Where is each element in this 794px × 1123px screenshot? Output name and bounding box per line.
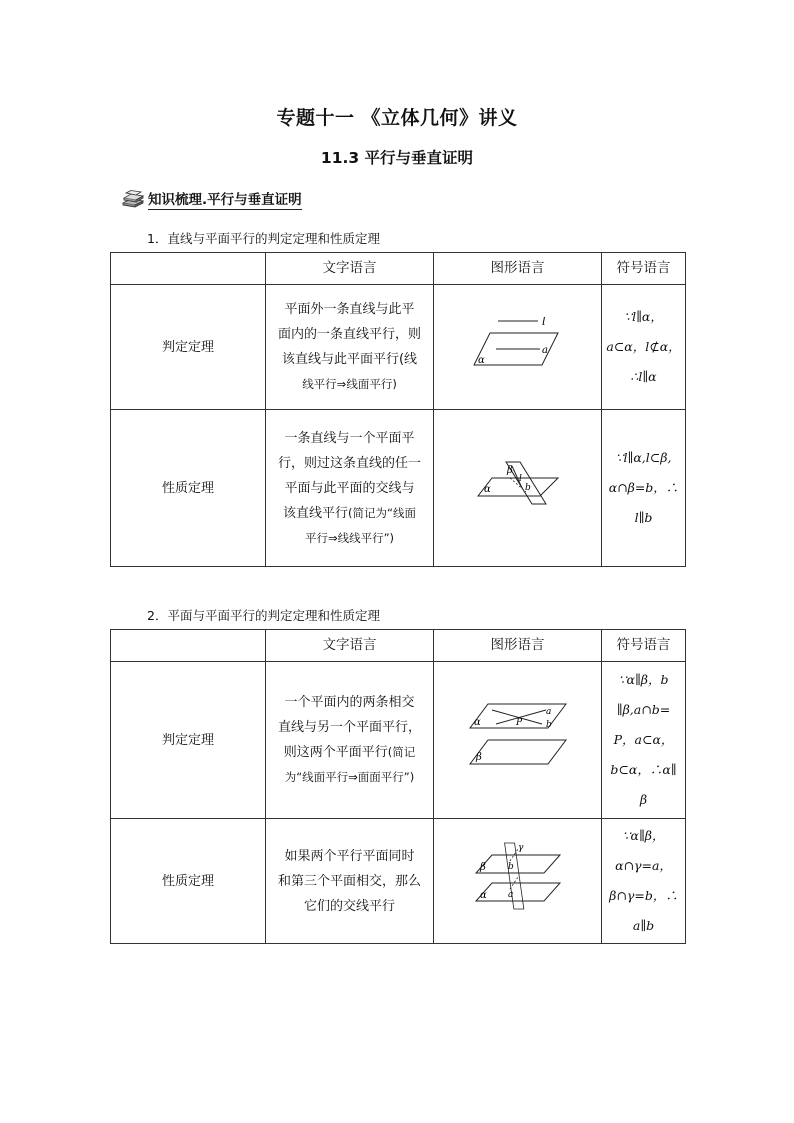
header-cell: 文字语言 bbox=[266, 253, 434, 285]
line-parallel-plane-figure bbox=[472, 317, 564, 369]
figure-label: γ bbox=[517, 842, 523, 853]
page-title: 专题十一 《立体几何》讲义 bbox=[276, 107, 518, 129]
header-cell: 文字语言 bbox=[266, 630, 434, 662]
figure-label: β bbox=[475, 751, 482, 763]
plane-parallel-plane-figure bbox=[468, 700, 568, 772]
figure-label: l bbox=[518, 473, 522, 484]
text-line: 如果两个平行平面同时 bbox=[284, 848, 415, 864]
books-icon bbox=[121, 190, 145, 208]
text-note: (简记为“线面 bbox=[348, 505, 416, 520]
text-note: 线平行⇒线面平行) bbox=[302, 377, 397, 391]
figure-cell bbox=[434, 285, 602, 410]
symbol-cell bbox=[602, 285, 686, 410]
table-header-row bbox=[111, 253, 686, 285]
row-name: 性质定理 bbox=[111, 819, 266, 944]
figure-label: b bbox=[524, 482, 531, 493]
table-row bbox=[111, 285, 686, 410]
header-cell: 符号语言 bbox=[602, 630, 686, 662]
plane-intersection-figure bbox=[476, 458, 560, 510]
text-note: 为“线面平行⇒面面平行”) bbox=[284, 770, 415, 784]
text-description bbox=[266, 285, 434, 410]
figure-cell bbox=[434, 662, 602, 819]
section-banner bbox=[121, 188, 302, 210]
symbol-line: ∵l∥α,l⊂β, bbox=[615, 450, 672, 465]
figure-cell bbox=[434, 410, 602, 567]
text-line: 平面外一条直线与此平 bbox=[284, 302, 415, 317]
text-note: (简记 bbox=[387, 745, 416, 759]
text-line: 和第三个平面相交，那么 bbox=[277, 873, 421, 889]
figure-label: b bbox=[507, 861, 514, 872]
symbol-line: ∵α∥β，b bbox=[618, 672, 669, 687]
symbol-line: α∩γ=a， bbox=[615, 858, 672, 873]
text-line bbox=[272, 501, 427, 526]
text-line: 面内的一条直线平行，则 bbox=[277, 327, 421, 342]
symbol-line: P，a⊂α， bbox=[613, 732, 674, 747]
text-line: 它们的交线平行 bbox=[303, 898, 395, 914]
table-row bbox=[111, 662, 686, 819]
figure-label: P bbox=[515, 717, 522, 728]
figure-label: a bbox=[545, 706, 551, 717]
text-description bbox=[266, 662, 434, 819]
text-line bbox=[272, 740, 427, 765]
table-header-row bbox=[111, 630, 686, 662]
row-name: 判定定理 bbox=[111, 285, 266, 410]
text-description bbox=[266, 819, 434, 944]
figure-label: a bbox=[507, 889, 513, 900]
section-banner-label: 知识梳理.平行与垂直证明 bbox=[148, 188, 302, 210]
figure-label: β bbox=[479, 861, 486, 873]
figure-label: b bbox=[545, 719, 552, 730]
figure-cell bbox=[434, 819, 602, 944]
symbol-line: ∥β,a∩b= bbox=[616, 702, 671, 717]
third-plane-intersection-figure bbox=[474, 839, 562, 915]
symbol-line: ∵l∥α， bbox=[624, 309, 663, 324]
figure-label: β bbox=[506, 464, 513, 476]
symbol-line: l∥b bbox=[634, 510, 653, 525]
symbol-line: α∩β=b，∴ bbox=[608, 480, 679, 495]
text-line: 平面与此平面的交线与 bbox=[284, 480, 415, 496]
symbol-line: ∴l∥α bbox=[630, 369, 657, 384]
figure-label: a bbox=[541, 344, 548, 356]
text-line: 一条直线与一个平面平 bbox=[284, 430, 415, 446]
text-line: 行，则过这条直线的任一 bbox=[277, 455, 421, 471]
symbol-cell bbox=[602, 819, 686, 944]
page-subtitle: 11.3 平行与垂直证明 bbox=[320, 149, 474, 167]
symbol-cell bbox=[602, 662, 686, 819]
symbol-line: ∵α∥β， bbox=[622, 828, 665, 843]
figure-label: l bbox=[541, 316, 546, 328]
row-name: 判定定理 bbox=[111, 662, 266, 819]
section2-heading: 2．平面与平面平行的判定定理和性质定理 bbox=[147, 608, 380, 623]
figure-label: α bbox=[479, 889, 487, 901]
plane-plane-parallel-table bbox=[110, 629, 686, 944]
line-plane-parallel-table bbox=[110, 252, 686, 567]
text-fragment: 则这两个平面平行 bbox=[283, 745, 388, 760]
header-cell: 图形语言 bbox=[434, 630, 602, 662]
figure-label: α bbox=[483, 483, 491, 495]
symbol-line: a⊂α，l⊄α， bbox=[606, 339, 681, 354]
header-cell bbox=[111, 630, 266, 662]
table-row bbox=[111, 410, 686, 567]
figure-label: α bbox=[473, 716, 481, 728]
table-row bbox=[111, 819, 686, 944]
symbol-cell bbox=[602, 410, 686, 567]
header-cell: 符号语言 bbox=[602, 253, 686, 285]
symbol-line: a∥b bbox=[632, 918, 655, 933]
row-name: 性质定理 bbox=[111, 410, 266, 567]
text-description bbox=[266, 410, 434, 567]
text-line: 一个平面内的两条相交 bbox=[284, 695, 415, 710]
text-line: 直线与另一个平面平行， bbox=[277, 720, 421, 735]
header-cell bbox=[111, 253, 266, 285]
header-cell: 图形语言 bbox=[434, 253, 602, 285]
text-fragment: 该直线平行 bbox=[283, 505, 349, 521]
symbol-line: β bbox=[639, 792, 648, 807]
text-line: 该直线与此平面平行(线 bbox=[281, 352, 418, 367]
symbol-line: β∩γ=b，∴ bbox=[609, 888, 678, 903]
symbol-line: b⊂α，∴α∥ bbox=[610, 762, 677, 777]
section1-heading: 1．直线与平面平行的判定定理和性质定理 bbox=[147, 231, 380, 246]
text-note: 平行⇒线线平行”) bbox=[304, 530, 395, 545]
figure-label: α bbox=[477, 354, 485, 366]
